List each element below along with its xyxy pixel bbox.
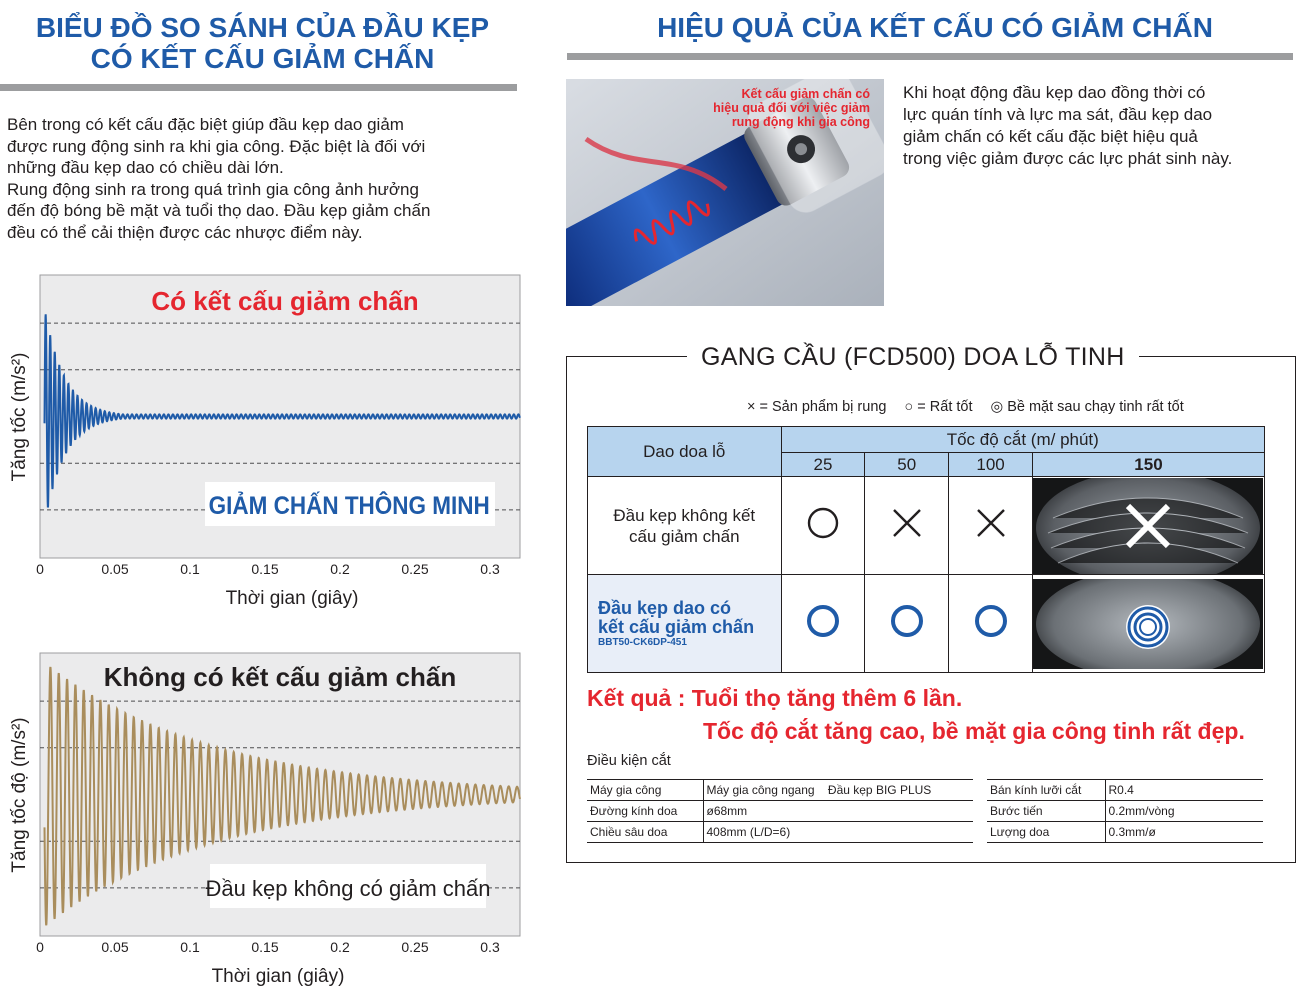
comparison-table: [587, 426, 1265, 673]
condition-value: R0.4: [1105, 780, 1263, 801]
x-tick-label: 0.1: [180, 561, 200, 577]
condition-value: 0.3mm/ø: [1105, 822, 1263, 843]
row-name-undamped: Đầu kẹp không kết cấu giảm chấn: [588, 477, 782, 575]
x-tick-label: 0: [36, 939, 44, 955]
circle-icon: [806, 604, 840, 638]
caption-line: Kết cấu giảm chấn có: [741, 87, 870, 101]
condition-value: 0.2mm/vòng: [1105, 801, 1263, 822]
tool-column-header: Dao doa lỗ: [588, 427, 782, 477]
result-cell: [781, 575, 865, 673]
speed-header: Tốc độ cắt (m/ phút): [781, 427, 1264, 453]
description-line: lực quán tính và lực ma sát, đầu kẹp dao: [903, 105, 1213, 124]
condition-label: Lượng doa: [987, 822, 1105, 843]
y-axis-title: Tăng tốc (m/s²): [9, 352, 30, 482]
result-summary: [587, 682, 1245, 748]
y-axis-title: Tăng tốc độ (m/s²): [9, 717, 30, 873]
result-cell: [949, 477, 1033, 575]
description-line: trong việc giảm được các lực phát sinh này.: [903, 149, 1233, 168]
caption-line: rung động khi gia công: [731, 115, 870, 129]
bore-surface-image: [1033, 579, 1263, 669]
left-divider: [0, 84, 517, 91]
legend-item: ◎ Bề mặt sau chạy tinh rất tốt: [990, 399, 1184, 415]
x-tick-label: 0.25: [401, 561, 429, 577]
speed-value: 100: [949, 453, 1033, 477]
chart-annotation: GIẢM CHẤN THÔNG MINH: [208, 491, 490, 521]
conditions-table-right: [987, 779, 1263, 843]
x-tick-label: 0.05: [101, 561, 129, 577]
speed-value: 50: [865, 453, 949, 477]
x-tick-label: 0.3: [480, 939, 500, 955]
speed-value: 25: [781, 453, 865, 477]
intro-line: những đầu kẹp dao có chiều dài lớn.: [7, 158, 284, 177]
left-title: [0, 12, 525, 74]
damped-chart-svg: [0, 270, 525, 615]
chart-annotation: Đầu kẹp không có giảm chấn: [205, 876, 491, 901]
cross-icon: [974, 506, 1008, 540]
condition-label: Bán kính lưỡi cắt: [987, 780, 1105, 801]
x-tick-label: 0.2: [330, 939, 350, 955]
condition-value: 408mm (L/D=6): [703, 822, 973, 843]
panel-title: GANG CẦU (FCD500) DOA LỖ TINH: [687, 341, 1139, 373]
x-axis-title: Thời gian (giây): [225, 588, 359, 609]
result-cell: [781, 477, 865, 575]
condition-value: Máy gia công ngang Đầu kẹp BIG PLUS: [703, 780, 973, 801]
damped-chart: [0, 270, 525, 615]
intro-line: Rung động sinh ra trong quá trình gia công ảnh hưởng: [7, 179, 419, 199]
chart-title: Có kết cấu giảm chấn: [151, 286, 419, 316]
result-cell: [865, 575, 949, 673]
row-name-line: kết cấu giảm chấn: [598, 617, 755, 637]
bore-surface-image: [1033, 478, 1263, 574]
intro-line: Bên trong có kết cấu đặc biệt giúp đầu kẹp dao giảm: [7, 115, 404, 134]
x-tick-label: 0.15: [251, 561, 279, 577]
intro-line: được rung động sinh ra khi gia công. Đặc biệt là đối với: [7, 136, 426, 156]
legend-item: × = Sản phẩm bị rung: [747, 399, 887, 415]
condition-label: Đường kính doa: [587, 801, 703, 822]
test-panel: [566, 343, 1296, 863]
circle-icon: [806, 506, 840, 540]
photo-caption: [700, 87, 870, 129]
row-name-line: Đầu kẹp dao có: [598, 598, 732, 618]
condition-value: ø68mm: [703, 801, 973, 822]
left-intro: [7, 114, 519, 243]
legend-item: ○ = Rất tốt: [904, 399, 973, 415]
x-tick-label: 0: [36, 561, 44, 577]
condition-label: Máy gia công: [587, 780, 703, 801]
description-line: giảm chấn có kết cấu đặc biệt hiệu quả: [903, 127, 1198, 146]
circle-icon: [890, 604, 924, 638]
result-line1: Kết quả : Tuổi thọ tăng thêm 6 lần.: [587, 685, 963, 711]
bore-photo-smooth: [1032, 575, 1264, 673]
description-line: Khi hoạt động đầu kẹp dao đồng thời có: [903, 83, 1206, 102]
undamped-chart: [0, 650, 525, 991]
conditions-table-left: [587, 779, 973, 843]
speed-value: 150: [1032, 453, 1264, 477]
row-name-damped: [588, 575, 782, 673]
condition-label: Bước tiến: [987, 801, 1105, 822]
damper-illustration: [566, 79, 884, 306]
caption-line: hiệu quả đối với việc giảm: [713, 101, 870, 115]
x-tick-label: 0.2: [330, 561, 350, 577]
chart-title: Không có kết cấu giảm chấn: [103, 662, 457, 692]
legend: [747, 399, 1198, 415]
left-title-line2: CÓ KẾT CẤU GIẢM CHẤN: [90, 43, 435, 74]
result-cell: [949, 575, 1033, 673]
result-cell: [865, 477, 949, 575]
intro-line: đều có thể cải thiện được các nhược điểm này.: [7, 222, 363, 242]
model-code: BBT50-CK6DP-451: [598, 637, 687, 648]
conditions-title: Điều kiện cắt: [587, 753, 671, 769]
result-line2: Tốc độ cắt tăng cao, bề mặt gia công tinh rất đẹp.: [703, 718, 1245, 744]
bore-photo-vibrated: [1032, 477, 1264, 575]
x-tick-label: 0.15: [251, 939, 279, 955]
right-divider: [567, 53, 1293, 60]
undamped-chart-svg: [0, 650, 525, 991]
intro-line: đến độ bóng bề mặt và tuổi thọ dao. Đầu kẹp giảm chấn: [7, 201, 431, 220]
x-axis-title: Thời gian (giây): [211, 966, 345, 987]
right-description: [903, 82, 1303, 170]
condition-label: Chiều sâu doa: [587, 822, 703, 843]
x-tick-label: 0.3: [480, 561, 500, 577]
left-title-line1: BIỂU ĐỒ SO SÁNH CỦA ĐẦU KẸP: [35, 12, 490, 43]
x-tick-label: 0.1: [180, 939, 200, 955]
cross-icon: [890, 506, 924, 540]
x-tick-label: 0.25: [401, 939, 429, 955]
right-title: HIỆU QUẢ CỦA KẾT CẤU CÓ GIẢM CHẤN: [657, 12, 1213, 43]
x-tick-label: 0.05: [101, 939, 129, 955]
circle-icon: [974, 604, 1008, 638]
